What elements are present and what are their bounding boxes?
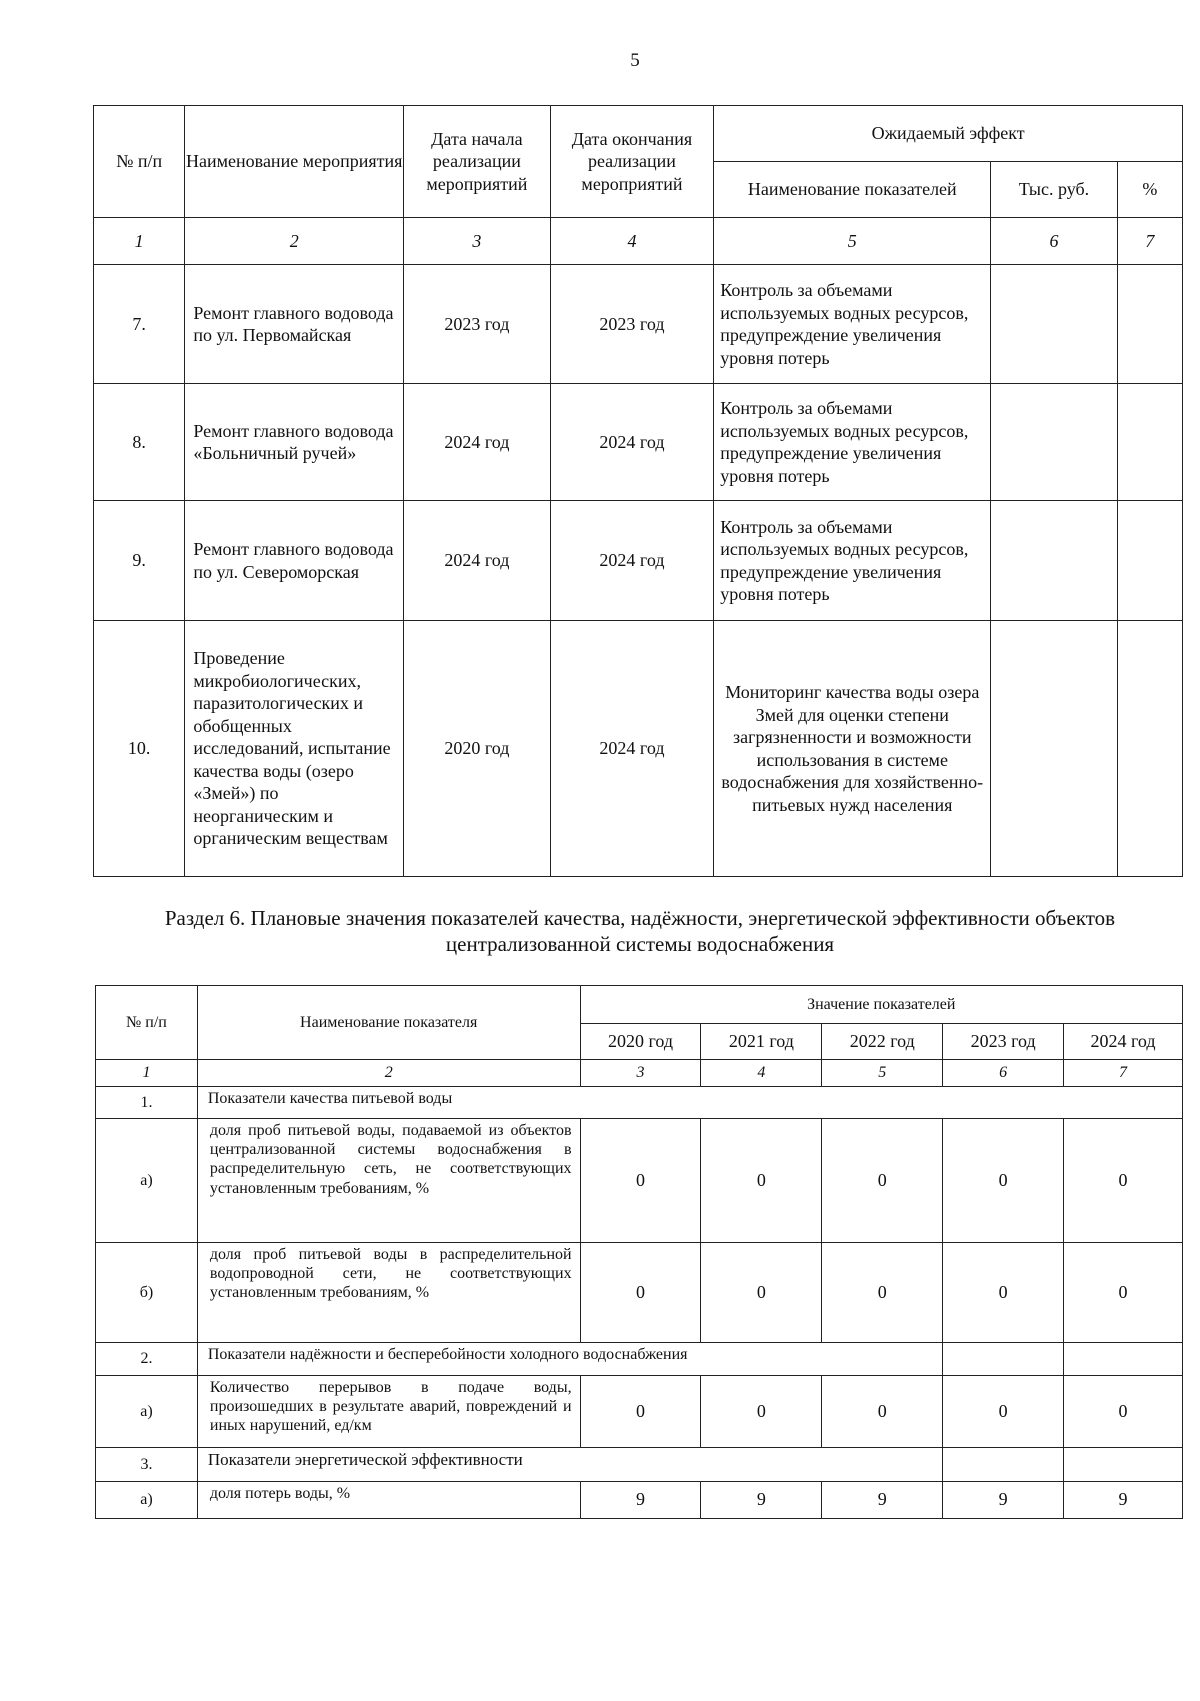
header-thousand-rub: Тыс. руб. xyxy=(991,162,1117,218)
row-num: б) xyxy=(96,1243,198,1343)
indicator-value: 9 xyxy=(822,1482,943,1519)
start-date: 2020 год xyxy=(404,621,551,877)
expected-effect: Контроль за объемами используемых водных ресурсов, предупреждение увеличения уровня потерь xyxy=(714,501,991,621)
expected-effect: Мониторинг качества воды озера Змей для оценки степени загрязненности и возможности использования в системе водоснабжения для хозяйственно-питьевых нужд населения xyxy=(714,621,991,877)
header-year: 2020 год xyxy=(580,1024,701,1060)
expected-effect: Контроль за объемами используемых водных ресурсов, предупреждение увеличения уровня потерь xyxy=(714,384,991,501)
percent-value xyxy=(1117,621,1182,877)
indicator-name: доля проб питьевой воды, подаваемой из объектов централизованной системы водоснабжения в распределительную сеть, не соответствующих установленным требованиям, % xyxy=(197,1119,580,1243)
indicator-value: 9 xyxy=(943,1482,1064,1519)
indicator-value: 0 xyxy=(580,1243,701,1343)
table-row xyxy=(94,265,1183,384)
indicator-value: 0 xyxy=(943,1119,1064,1243)
header-start-date: Дата начала реализации мероприятий xyxy=(404,106,551,218)
indicator-value: 0 xyxy=(943,1243,1064,1343)
col-number: 5 xyxy=(822,1060,943,1087)
end-date: 2024 год xyxy=(550,501,714,621)
header-percent: % xyxy=(1117,162,1182,218)
header-name: Наименование мероприятия xyxy=(185,106,404,218)
indicator-value: 0 xyxy=(1064,1376,1183,1448)
empty-cell xyxy=(1064,1343,1183,1376)
activity-name: Ремонт главного водовода «Больничный ручей» xyxy=(185,384,404,501)
percent-value xyxy=(1117,384,1182,501)
row-num: 8. xyxy=(94,384,185,501)
indicator-value: 0 xyxy=(1064,1243,1183,1343)
thousand-rub-value xyxy=(991,384,1117,501)
indicator-value: 0 xyxy=(701,1119,822,1243)
indicator-value: 0 xyxy=(701,1243,822,1343)
col-number: 6 xyxy=(991,218,1117,265)
section-heading: Показатели качества питьевой воды xyxy=(197,1087,1182,1119)
start-date: 2023 год xyxy=(404,265,551,384)
col-number: 5 xyxy=(714,218,991,265)
table-row xyxy=(94,501,1183,621)
indicator-value: 0 xyxy=(822,1119,943,1243)
section-num: 3. xyxy=(96,1448,198,1482)
row-num: а) xyxy=(96,1482,198,1519)
section-heading: Показатели энергетической эффективности xyxy=(197,1448,942,1482)
indicator-name: доля потерь воды, % xyxy=(197,1482,580,1519)
header-indicators: Наименование показателей xyxy=(714,162,991,218)
header-year: 2022 год xyxy=(822,1024,943,1060)
end-date: 2023 год xyxy=(550,265,714,384)
row-num: 7. xyxy=(94,265,185,384)
table-row xyxy=(96,1243,1183,1343)
table-row xyxy=(96,1376,1183,1448)
expected-effect: Контроль за объемами используемых водных ресурсов, предупреждение увеличения уровня потерь xyxy=(714,265,991,384)
activity-name: Ремонт главного водовода по ул. Североморская xyxy=(185,501,404,621)
section-num: 2. xyxy=(96,1343,198,1376)
thousand-rub-value xyxy=(991,265,1117,384)
thousand-rub-value xyxy=(991,621,1117,877)
indicator-value: 0 xyxy=(701,1376,822,1448)
section-row xyxy=(96,1087,1183,1119)
row-num: а) xyxy=(96,1119,198,1243)
indicator-value: 0 xyxy=(943,1376,1064,1448)
col-number: 4 xyxy=(701,1060,822,1087)
header-year: 2024 год xyxy=(1064,1024,1183,1060)
section-row xyxy=(96,1448,1183,1482)
row-num: а) xyxy=(96,1376,198,1448)
col-number: 1 xyxy=(94,218,185,265)
col-number: 3 xyxy=(404,218,551,265)
indicator-value: 9 xyxy=(1064,1482,1183,1519)
end-date: 2024 год xyxy=(550,384,714,501)
page-number: 5 xyxy=(630,50,640,71)
indicators-table xyxy=(95,985,1183,1519)
col-number: 7 xyxy=(1117,218,1182,265)
column-number-row xyxy=(96,1060,1183,1087)
col-number: 3 xyxy=(580,1060,701,1087)
start-date: 2024 год xyxy=(404,501,551,621)
header-indicator-name: Наименование показателя xyxy=(197,986,580,1060)
end-date: 2024 год xyxy=(550,621,714,877)
col-number: 1 xyxy=(96,1060,198,1087)
header-expected-effect: Ожидаемый эффект xyxy=(714,106,1183,162)
indicator-value: 0 xyxy=(580,1376,701,1448)
col-number: 4 xyxy=(550,218,714,265)
indicator-value: 0 xyxy=(1064,1119,1183,1243)
header-year: 2021 год xyxy=(701,1024,822,1060)
header-num: № п/п xyxy=(96,986,198,1060)
column-number-row xyxy=(94,218,1183,265)
row-num: 9. xyxy=(94,501,185,621)
header-end-date: Дата окончания реализации мероприятий xyxy=(550,106,714,218)
empty-cell xyxy=(943,1448,1064,1482)
row-num: 10. xyxy=(94,621,185,877)
table-row xyxy=(96,1119,1183,1243)
activity-name: Проведение микробиологических, паразитологических и обобщенных исследований, испытание качества воды (озеро «Змей») по неорганическим и органическим веществам xyxy=(185,621,404,877)
col-number: 6 xyxy=(943,1060,1064,1087)
indicator-value: 9 xyxy=(580,1482,701,1519)
indicator-value: 0 xyxy=(822,1376,943,1448)
empty-cell xyxy=(943,1343,1064,1376)
indicator-name: доля проб питьевой воды в распределительной водопроводной сети, не соответствующих установленным требованиям, % xyxy=(197,1243,580,1343)
indicator-name: Количество перерывов в подаче воды, произошедших в результате аварий, повреждений и иных нарушений, ед/км xyxy=(197,1376,580,1448)
section-num: 1. xyxy=(96,1087,198,1119)
table-row xyxy=(94,384,1183,501)
header-num: № п/п xyxy=(94,106,185,218)
activities-table xyxy=(93,105,1183,877)
section-heading: Показатели надёжности и бесперебойности холодного водоснабжения xyxy=(197,1343,942,1376)
col-number: 7 xyxy=(1064,1060,1183,1087)
table-row xyxy=(94,621,1183,877)
col-number: 2 xyxy=(197,1060,580,1087)
col-number: 2 xyxy=(185,218,404,265)
thousand-rub-value xyxy=(991,501,1117,621)
section-title: Раздел 6. Плановые значения показателей качества, надёжности, энергетической эффективности объектов централизованной системы водоснабжения xyxy=(164,906,1116,957)
activity-name: Ремонт главного водовода по ул. Первомайская xyxy=(185,265,404,384)
percent-value xyxy=(1117,501,1182,621)
section-row xyxy=(96,1343,1183,1376)
table-row xyxy=(96,1482,1183,1519)
indicator-value: 9 xyxy=(701,1482,822,1519)
start-date: 2024 год xyxy=(404,384,551,501)
indicator-value: 0 xyxy=(822,1243,943,1343)
indicator-value: 0 xyxy=(580,1119,701,1243)
empty-cell xyxy=(1064,1448,1183,1482)
percent-value xyxy=(1117,265,1182,384)
header-indicator-values: Значение показателей xyxy=(580,986,1182,1024)
header-year: 2023 год xyxy=(943,1024,1064,1060)
